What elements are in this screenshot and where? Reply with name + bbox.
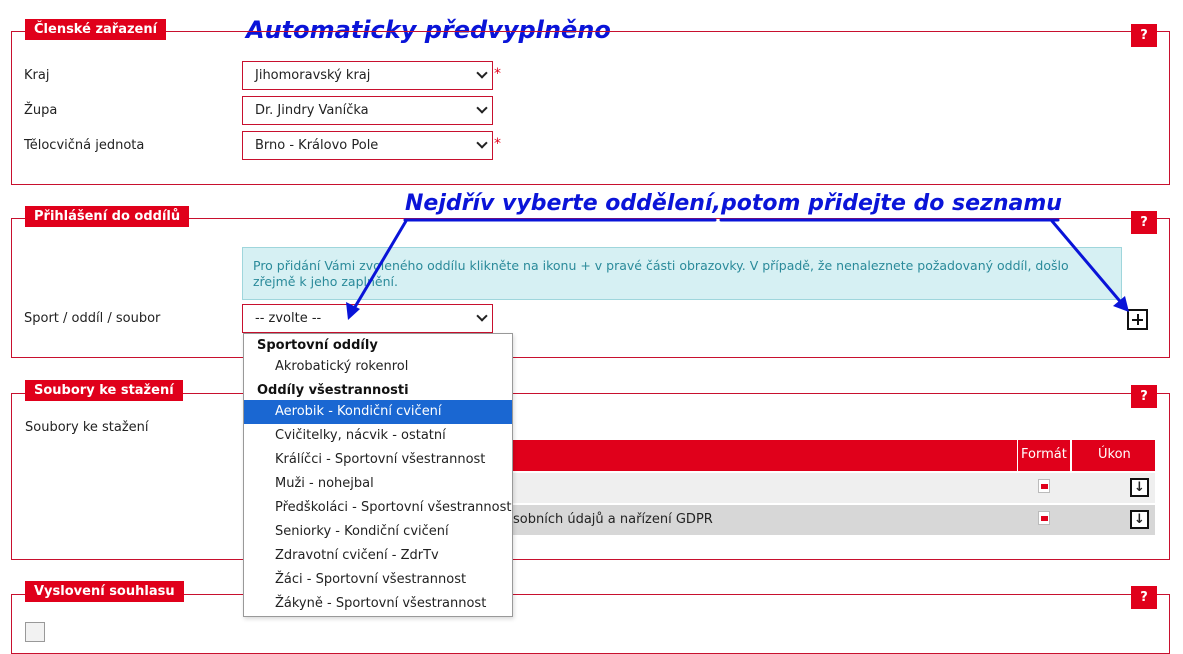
sport-label: Sport / oddíl / soubor (24, 311, 161, 326)
zupa-label: Župa (24, 103, 58, 118)
chevron-down-icon (476, 310, 487, 321)
dropdown-option[interactable]: Muži - nohejbal (275, 476, 374, 491)
downloads-table-header (513, 440, 1017, 471)
kraj-value: Jihomoravský kraj (255, 68, 371, 83)
chevron-down-icon (476, 67, 487, 78)
sport-value: -- zvolte -- (255, 311, 322, 326)
dropdown-option[interactable]: Seniorky - Kondiční cvičení (275, 524, 449, 539)
registration-help-button[interactable]: ? (1131, 211, 1157, 234)
dropdown-option[interactable]: Předškoláci - Sportovní všestrannost (275, 500, 512, 515)
jednota-label: Tělocvičná jednota (24, 138, 145, 153)
kraj-label: Kraj (24, 68, 50, 83)
download-icon[interactable]: ↓ (1130, 478, 1149, 497)
downloads-legend: Soubory ke stažení (25, 380, 183, 401)
info-message: Pro přidání Vámi zvoleného oddílu klikněte na ikonu + v pravé části obrazovky. V případě, že nenaleznete požadovaný oddíl, došlo zřejmě k jeho zaplnění. (242, 247, 1122, 300)
consent-legend: Vyslovení souhlasu (25, 581, 184, 602)
chevron-down-icon (476, 102, 487, 113)
pdf-icon[interactable] (1038, 511, 1050, 525)
sport-select[interactable] (242, 304, 493, 333)
dropdown-option[interactable]: Žáci - Sportovní všestrannost (275, 572, 467, 587)
annotation-auto-filled: Automaticky předvyplněno (246, 16, 611, 44)
dropdown-option[interactable]: Králíčci - Sportovní všestrannost (275, 452, 486, 467)
downloads-help-button[interactable]: ? (1131, 385, 1157, 408)
jednota-select[interactable] (242, 131, 493, 160)
registration-legend: Přihlášení do oddílů (25, 206, 189, 227)
dropdown-group-label: Sportovní oddíly (257, 338, 378, 353)
downloads-label: Soubory ke stažení (25, 420, 149, 435)
membership-legend: Členské zařazení (25, 19, 166, 40)
dropdown-option[interactable]: Zdravotní cvičení - ZdrTv (275, 548, 439, 563)
pdf-icon[interactable] (1038, 479, 1050, 493)
download-icon[interactable]: ↓ (1130, 510, 1149, 529)
dropdown-option[interactable]: Žákyně - Sportovní všestrannost (275, 596, 487, 611)
consent-checkbox[interactable] (25, 622, 45, 642)
consent-section (11, 594, 1170, 654)
annotation-instruction-1: Nejdřív vyberte oddělení, (405, 191, 721, 216)
zupa-value: Dr. Jindry Vaníčka (255, 103, 369, 118)
file-name: sobních údajů a nařízení GDPR (513, 512, 713, 527)
annotation-instruction-2: potom přidejte do seznamu (721, 191, 1062, 216)
chevron-down-icon (476, 137, 487, 148)
dropdown-option[interactable]: Cvičitelky, nácvik - ostatní (275, 428, 446, 443)
consent-help-button[interactable]: ? (1131, 586, 1157, 609)
dropdown-group-label: Oddíly všestrannosti (257, 383, 409, 398)
table-row (513, 505, 1155, 535)
jednota-value: Brno - Královo Pole (255, 138, 379, 153)
action-column-header (1072, 440, 1155, 471)
sport-dropdown-list (243, 333, 513, 617)
kraj-required-mark: * (494, 66, 501, 82)
dropdown-option[interactable]: Akrobatický rokenrol (275, 359, 409, 374)
jednota-required-mark: * (494, 136, 501, 152)
kraj-select[interactable] (242, 61, 493, 90)
table-row (513, 473, 1155, 503)
add-plus-icon[interactable] (1127, 309, 1148, 330)
dropdown-option-selected[interactable]: Aerobik - Kondiční cvičení (244, 400, 512, 424)
membership-section (11, 31, 1170, 185)
action-header-label: Úkon (1098, 447, 1131, 462)
format-column-header (1018, 440, 1070, 471)
zupa-select[interactable] (242, 96, 493, 125)
membership-help-button[interactable]: ? (1131, 24, 1157, 47)
format-header-label: Formát (1021, 447, 1067, 462)
